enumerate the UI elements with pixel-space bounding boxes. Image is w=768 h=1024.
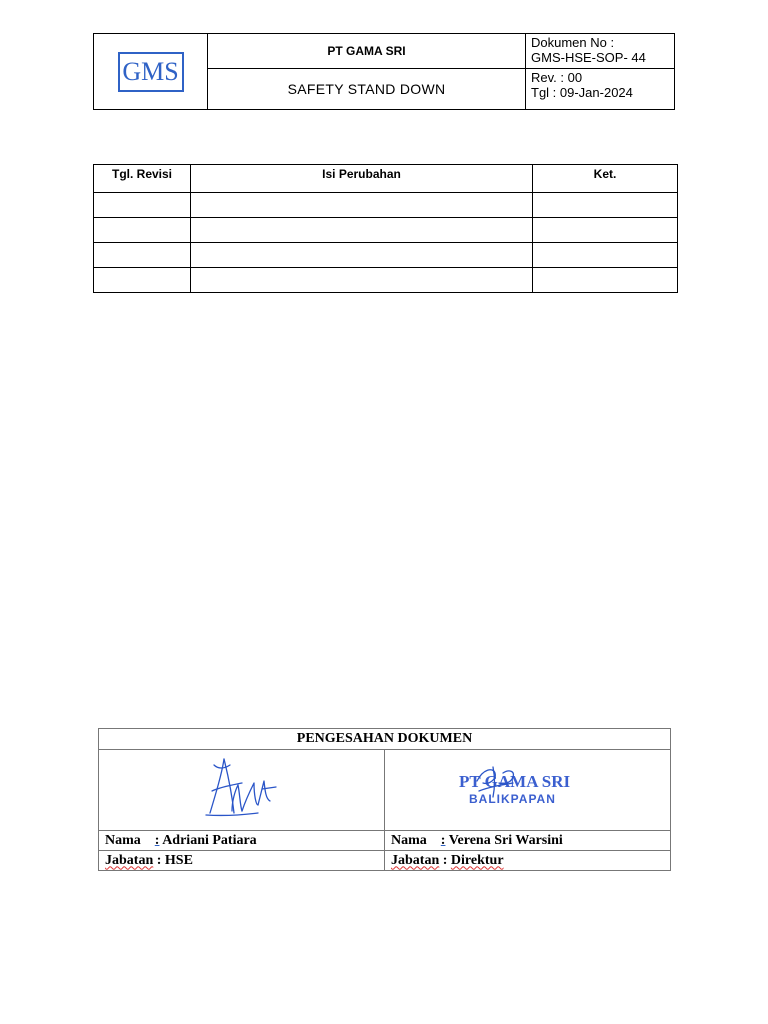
- revision-table: [93, 164, 678, 293]
- stamp-text-city: BALIKPAPAN: [468, 791, 556, 806]
- col-header-isi-perubahan: Isi Perubahan: [191, 165, 533, 193]
- table-cell: [533, 243, 678, 268]
- jabatan-separator: :: [156, 852, 162, 868]
- approval-title: PENGESAHAN DOKUMEN: [99, 729, 671, 750]
- jabatan-label: Jabatan: [105, 852, 154, 868]
- document-title: SAFETY STAND DOWN: [208, 69, 526, 110]
- nama-separator: :: [440, 832, 446, 848]
- jabatan-label: Jabatan: [391, 852, 440, 868]
- company-stamp: [453, 763, 603, 813]
- table-cell: [94, 243, 191, 268]
- document-header: [93, 33, 675, 110]
- stamp-text-company: PT GAMA SRI: [458, 771, 570, 791]
- jabatan-value: Direktur: [450, 852, 504, 868]
- signature-cell-right: [385, 750, 671, 831]
- document-date: Tgl : 09-Jan-2024: [531, 85, 633, 100]
- nama-label: Nama: [391, 832, 427, 848]
- nama-value: Verena Sri Warsini: [448, 832, 563, 848]
- table-cell: [94, 193, 191, 218]
- table-cell: [94, 218, 191, 243]
- table-row: [94, 193, 678, 218]
- col-header-tgl-revisi: Tgl. Revisi: [94, 165, 191, 193]
- company-name: PT GAMA SRI: [208, 34, 526, 69]
- table-cell: [533, 218, 678, 243]
- signature-image: [202, 755, 282, 821]
- table-cell: [191, 243, 533, 268]
- table-cell: [191, 268, 533, 293]
- table-row: [94, 218, 678, 243]
- table-cell: [533, 268, 678, 293]
- gms-logo: GMS: [118, 52, 184, 92]
- table-row: [94, 268, 678, 293]
- revision-header-row: [94, 165, 678, 193]
- table-row: [94, 243, 678, 268]
- left-jabatan-row: [99, 851, 385, 871]
- jabatan-value: HSE: [164, 852, 193, 868]
- table-cell: [191, 218, 533, 243]
- col-header-ket: Ket.: [533, 165, 678, 193]
- doc-number-cell: [526, 34, 675, 69]
- doc-number: GMS-HSE-SOP- 44: [531, 50, 646, 65]
- right-jabatan-row: [385, 851, 671, 871]
- jabatan-separator: :: [442, 852, 448, 868]
- left-nama-row: [99, 831, 385, 851]
- table-cell: [533, 193, 678, 218]
- doc-number-label: Dokumen No :: [531, 35, 615, 50]
- table-cell: [191, 193, 533, 218]
- revision-number: Rev. : 00: [531, 70, 583, 85]
- nama-label: Nama: [105, 832, 141, 848]
- right-nama-row: [385, 831, 671, 851]
- approval-table: [98, 728, 671, 871]
- nama-value: Adriani Patiara: [162, 832, 257, 848]
- logo-cell: [94, 34, 208, 110]
- rev-date-cell: [526, 69, 675, 110]
- table-cell: [94, 268, 191, 293]
- nama-separator: :: [154, 832, 160, 848]
- signature-cell-left: [99, 750, 385, 831]
